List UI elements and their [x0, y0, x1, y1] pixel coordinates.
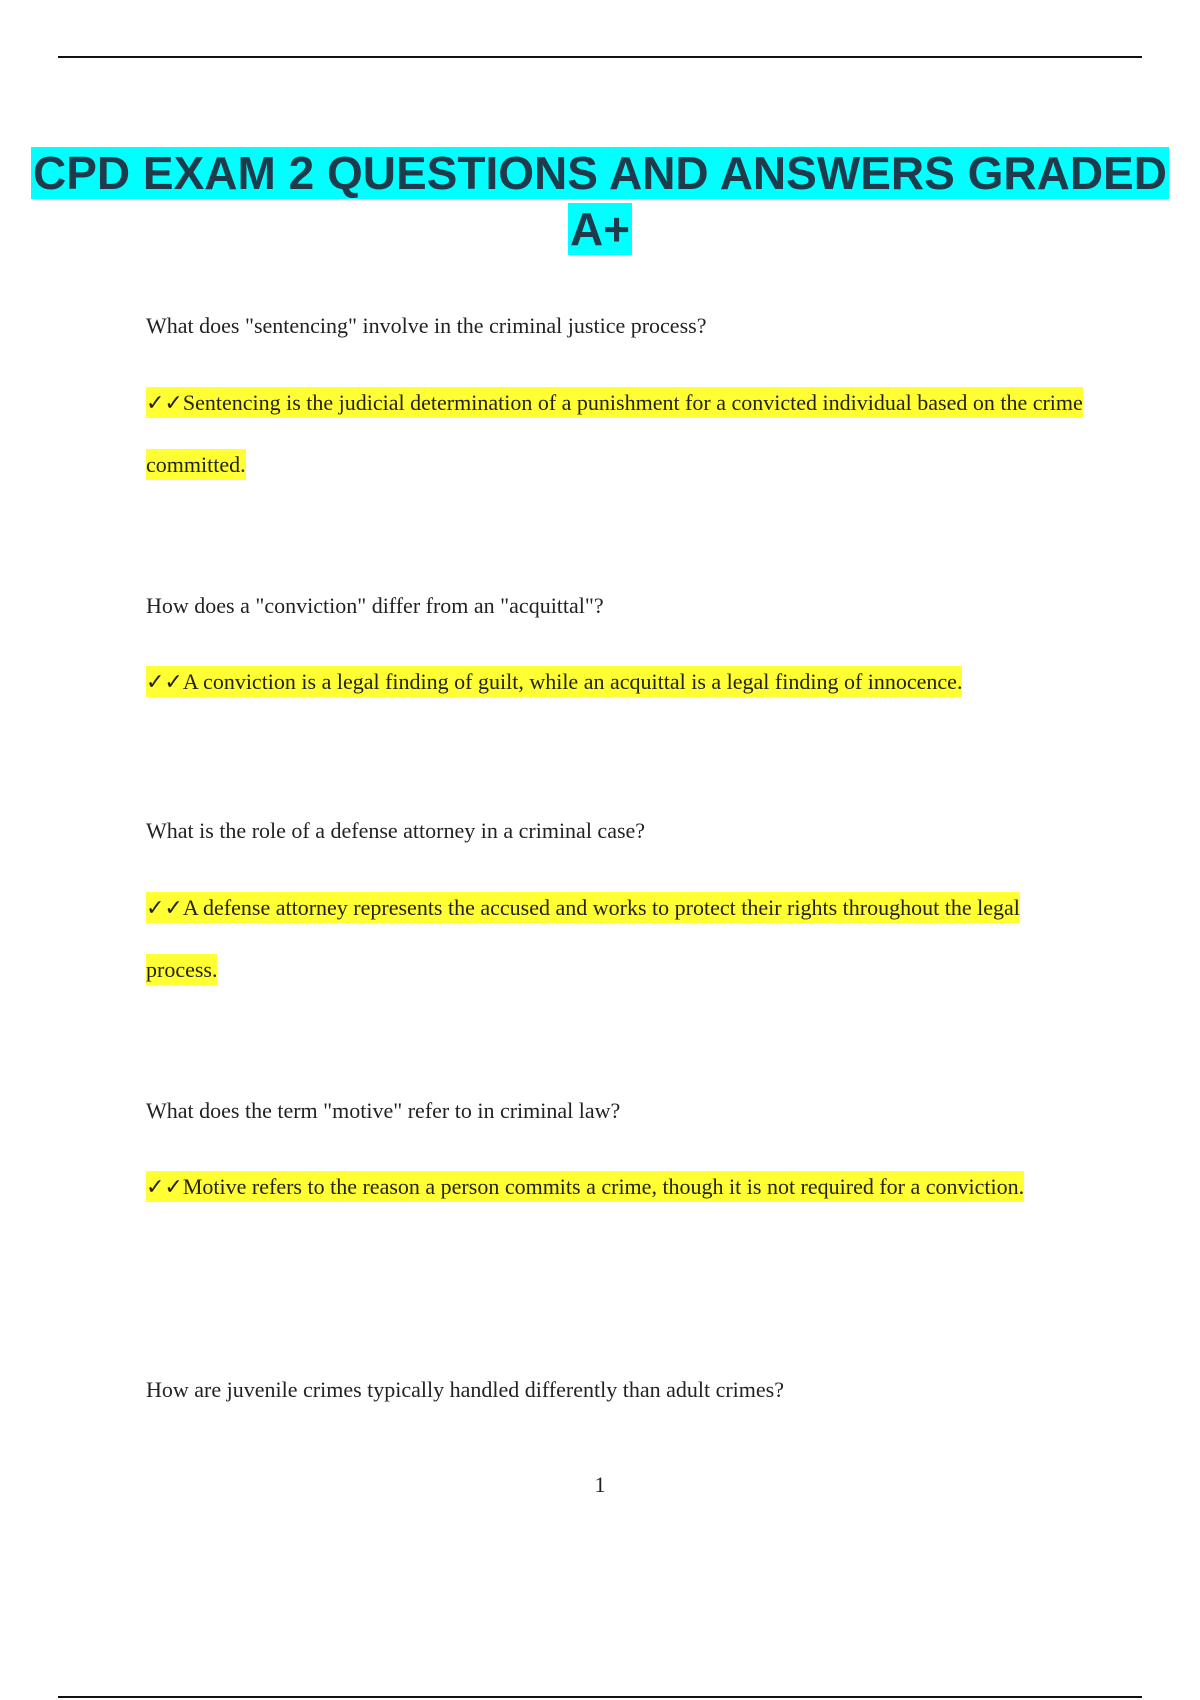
answer-3-text: A defense attorney represents the accused and works to protect their rights throughout the legal process.	[146, 895, 1020, 982]
answer-4-highlight	[146, 1171, 1024, 1202]
question-5: How are juvenile crimes typically handled differently than adult crimes?	[146, 1377, 784, 1402]
answer-1	[146, 372, 1086, 495]
question-3: What is the role of a defense attorney in a criminal case?	[146, 818, 646, 843]
page-number: 1	[594, 1472, 606, 1497]
question-4: What does the term "motive" refer to in criminal law?	[146, 1098, 621, 1123]
question-1: What does "sentencing" involve in the criminal justice process?	[146, 313, 707, 338]
answer-4	[146, 1156, 1086, 1218]
answer-2-text: A conviction is a legal finding of guilt, while an acquittal is a legal finding of innocence.	[182, 669, 963, 694]
answer-3	[146, 877, 1086, 1000]
answer-1-highlight	[146, 387, 1083, 480]
double-check-icon: ✓✓	[146, 896, 183, 921]
answer-3-highlight	[146, 892, 1020, 985]
top-rule	[58, 56, 1142, 58]
answer-2-highlight	[146, 666, 962, 697]
answer-1-text: Sentencing is the judicial determination of a punishment for a convicted individual based on the crime committed.	[146, 390, 1083, 477]
answer-4-text: Motive refers to the reason a person commits a crime, though it is not required for a conviction.	[182, 1174, 1025, 1199]
double-check-icon: ✓✓	[146, 1175, 183, 1200]
question-2: How does a "conviction" differ from an "acquittal"?	[146, 593, 604, 618]
double-check-icon: ✓✓	[146, 391, 183, 416]
double-check-icon: ✓✓	[146, 670, 183, 695]
answer-2	[146, 651, 1086, 713]
bottom-rule	[58, 1696, 1142, 1698]
document-title-text: CPD EXAM 2 QUESTIONS AND ANSWERS GRADED A+	[33, 147, 1167, 255]
document-title	[0, 145, 1200, 257]
